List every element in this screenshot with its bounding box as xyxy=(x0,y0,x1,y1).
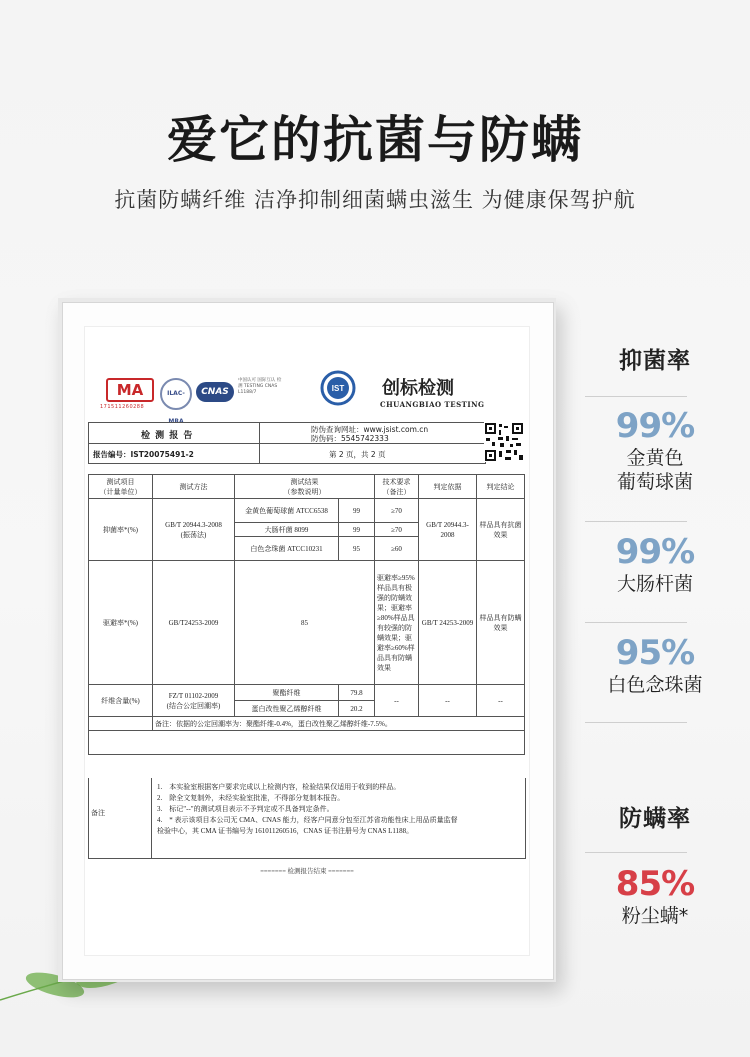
stat-label: 大肠杆菌 xyxy=(616,573,693,595)
report-number: 报告编号：IST20075491-2 xyxy=(93,450,194,459)
divider xyxy=(585,396,687,397)
table-row xyxy=(89,499,525,523)
col-req-note: （备注） xyxy=(382,487,411,496)
antibacterial-basis: GB/T 20944.3-2008 xyxy=(419,499,477,561)
report-end: ======= 检测报告结束 ======= xyxy=(260,868,354,875)
ilac-logo: ILAC-MRA xyxy=(160,378,192,410)
mite-value: 85 xyxy=(235,561,375,685)
bacteria-name: 金黄色葡萄球菌 ATCC6538 xyxy=(235,499,339,523)
stat-percent: 99% xyxy=(615,532,695,572)
brand-name-cn: 创标检测 xyxy=(382,378,454,399)
verify-url: 防伪查询网址：www.jsist.com.cn xyxy=(311,425,429,434)
page-indicator: 第 2 页，共 2 页 xyxy=(329,450,386,459)
fiber-method: FZ/T 01102-2009 xyxy=(168,691,219,700)
note-line: 检验中心，其 CMA 证书编号为 161011260516，CNAS 证书注册号为 CNAS L1188。 xyxy=(157,827,414,835)
report-label: 检 测 报 告 xyxy=(141,431,194,441)
page-title: 爱它的抗菌与防螨 xyxy=(167,111,583,169)
bacteria-req: ≥70 xyxy=(375,499,419,523)
stat-label: 粉尘螨* xyxy=(621,905,689,927)
stat-candida xyxy=(570,633,740,697)
col-item: 测试项目 xyxy=(106,477,135,486)
table-header-row xyxy=(89,475,525,499)
col-item-unit: （计量单位） xyxy=(99,487,142,496)
table-row xyxy=(89,561,525,685)
col-method: 测试方法 xyxy=(153,475,235,499)
stat-label: 金黄色 xyxy=(626,447,684,469)
divider xyxy=(585,521,687,522)
divider xyxy=(585,852,687,853)
fiber-req: -- xyxy=(375,685,419,717)
ist-logo-icon xyxy=(320,370,356,406)
notes-box xyxy=(88,778,526,859)
antibacterial-item: 抑菌率*(%) xyxy=(89,499,153,561)
col-req: 技术要求 xyxy=(382,477,411,486)
stat-label: 白色念珠菌 xyxy=(607,674,703,696)
cma-logo: MA xyxy=(106,378,154,402)
mite-item: 驱避率*(%) xyxy=(89,561,153,685)
mite-heading: 防螨率 xyxy=(619,806,691,832)
verify-code: 防伪码：5545742333 xyxy=(311,434,389,443)
fiber-conclusion: -- xyxy=(477,685,525,717)
svg-text:IST: IST xyxy=(331,384,345,393)
report-header-box xyxy=(88,422,486,464)
stat-percent: 95% xyxy=(615,633,695,673)
fiber-note: 备注：依据的公定回潮率为：聚酯纤维-0.4%，蛋白改性聚乙烯醇纤维-7.5%。 xyxy=(153,717,525,731)
antibacterial-conclusion: 样品具有抗菌效果 xyxy=(477,499,525,561)
test-report xyxy=(84,326,530,956)
col-result: 测试结果 xyxy=(290,477,319,486)
col-result-note: （参数说明） xyxy=(283,487,326,496)
bacteria-value: 99 xyxy=(339,523,375,537)
bacteria-name: 白色念珠菌 ATCC10231 xyxy=(235,537,339,561)
fiber-name: 蛋白改性聚乙烯醇纤维 xyxy=(235,701,339,717)
notes-label: 备注 xyxy=(91,809,105,817)
fiber-basis: -- xyxy=(419,685,477,717)
fiber-item: 纤维含量(%) xyxy=(89,685,153,717)
antibacterial-method-note: (振荡法) xyxy=(180,530,207,539)
divider xyxy=(585,722,687,723)
mite-req: 驱避率≥95%样品具有极强的防螨效果；驱避率≥80%样品具有较强的防螨效果；驱避率≥60%样品具有防螨效果 xyxy=(375,561,419,685)
mite-method: GB/T24253-2009 xyxy=(153,561,235,685)
col-conclusion: 判定结论 xyxy=(477,475,525,499)
qr-code-icon xyxy=(484,422,524,462)
stat-percent: 85% xyxy=(615,864,695,904)
note-line: 2. 除全文复制外，未经实验室批准，不得部分复制本报告。 xyxy=(157,794,345,802)
stat-dust-mite xyxy=(570,864,740,928)
col-basis: 判定依据 xyxy=(419,475,477,499)
fiber-method-note: (结合公定回潮率) xyxy=(166,701,221,710)
note-line: 3. 标记"--"的测试项目表示不予判定或不具备判定条件。 xyxy=(157,805,334,813)
page-subtitle: 抗菌防螨纤维 洁净抑制细菌螨虫滋生 为健康保驾护航 xyxy=(114,188,636,212)
stat-label: 葡萄球菌 xyxy=(616,471,693,493)
cma-number: 171511260288 xyxy=(100,404,145,410)
report-table xyxy=(88,474,525,755)
cnas-logo: CNAS xyxy=(196,382,234,402)
bacteria-value: 95 xyxy=(339,537,375,561)
note-line: 1. 本实验室根据客户要求完成以上检测内容，检验结果仅适用于收到的样品。 xyxy=(157,783,401,791)
fiber-value: 79.8 xyxy=(339,685,375,701)
antibacterial-heading: 抑菌率 xyxy=(619,348,691,374)
fiber-name: 聚酯纤维 xyxy=(235,685,339,701)
table-row xyxy=(89,685,525,701)
bacteria-value: 99 xyxy=(339,499,375,523)
note-line: 4. * 表示该项目本公司无 CMA、CNAS 能力，经客户同意分包至江苏省功能性床上用品质量监督 xyxy=(157,816,458,824)
stat-staph xyxy=(570,406,740,494)
bacteria-name: 大肠杆菌 8099 xyxy=(235,523,339,537)
table-row xyxy=(89,717,525,731)
stat-percent: 99% xyxy=(615,406,695,446)
mite-conclusion: 样品具有防螨效果 xyxy=(477,561,525,685)
brand-name-en: CHUANGBIAO TESTING xyxy=(380,400,485,409)
stat-ecoli xyxy=(570,532,740,596)
fiber-value: 20.2 xyxy=(339,701,375,717)
cnas-text: 中国认可 国际互认 检测 TESTING CNAS L1188/7 xyxy=(238,378,282,395)
bacteria-req: ≥60 xyxy=(375,537,419,561)
bacteria-req: ≥70 xyxy=(375,523,419,537)
antibacterial-method: GB/T 20944.3-2008 xyxy=(165,520,222,529)
table-row xyxy=(89,731,525,755)
mite-basis: GB/T 24253-2009 xyxy=(419,561,477,685)
divider xyxy=(585,622,687,623)
